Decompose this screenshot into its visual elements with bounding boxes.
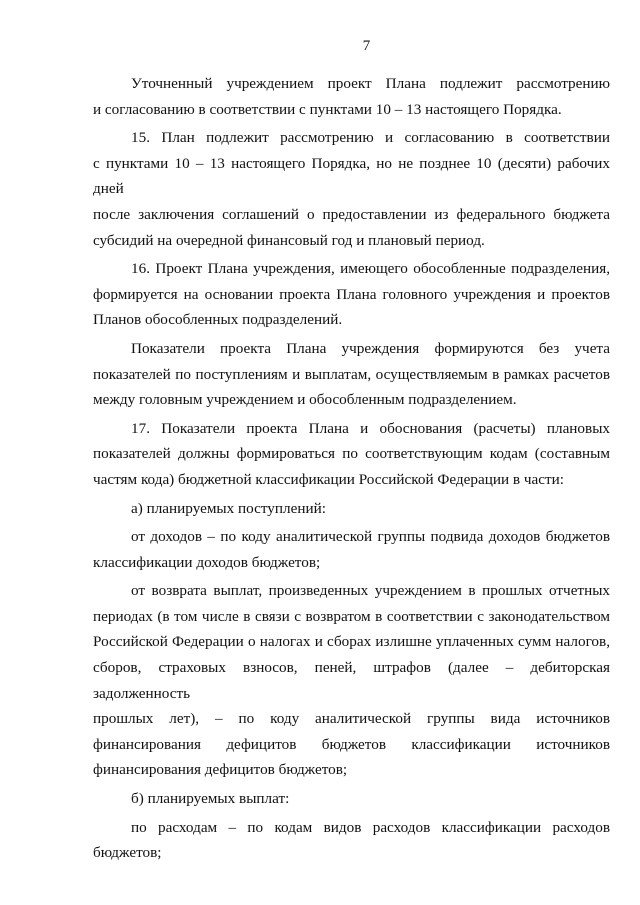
paragraph [93, 416, 610, 493]
paragraph [93, 336, 610, 413]
text-line: прошлых лет), – по коду аналитической группы вида источников [93, 710, 610, 728]
paragraph [93, 524, 610, 575]
text-line: по расходам – по кодам видов расходов классификации расходов [131, 818, 610, 836]
text-line: Планов обособленных подразделений. [93, 311, 343, 329]
text-line: после заключения соглашений о предоставлении из федерального бюджета [93, 205, 610, 223]
text-line: бюджетов; [93, 844, 162, 862]
text-line: между головным учреждением и обособленным подразделением. [93, 391, 517, 409]
page-number: 7 [362, 38, 371, 54]
text-line: классификации доходов бюджетов; [93, 553, 321, 571]
text-line: от доходов – по коду аналитической группы подвида доходов бюджетов [131, 528, 610, 546]
text-line: показателей по поступлениям и выплатам, осуществляемым в рамках расчетов [93, 365, 610, 383]
text-line: сборов, страховых взносов, пеней, штрафов (далее – дебиторская задолженность [93, 659, 610, 702]
text-line: показателей должны формироваться по соответствующим кодам (составным [93, 445, 610, 463]
text-line: финансирования дефицитов бюджетов классификации источников [93, 735, 610, 753]
text-line: 15. План подлежит рассмотрению и согласованию в соответствии [131, 129, 610, 147]
text-line: Показатели проекта Плана учреждения формируются без учета [131, 339, 610, 357]
text-line: 16. Проект Плана учреждения, имеющего обособленные подразделения, [131, 260, 610, 278]
text-line: а) планируемых поступлений: [131, 499, 326, 517]
paragraph [93, 496, 610, 522]
paragraph [93, 71, 610, 122]
text-line: формируется на основании проекта Плана головного учреждения и проектов [93, 285, 610, 303]
paragraph [93, 786, 610, 812]
text-line: б) планируемых выплат: [131, 790, 290, 808]
paragraph [93, 256, 610, 333]
text-line: 17. Показатели проекта Плана и обоснования (расчеты) плановых [131, 419, 610, 437]
text-line: субсидий на очередной финансовый год и плановый период. [93, 231, 485, 249]
paragraph [93, 578, 610, 783]
text-line: Уточненный учреждением проект Плана подлежит рассмотрению [131, 75, 610, 92]
text-line: частям кода) бюджетной классификации Российской Федерации в части: [93, 470, 564, 488]
text-line: и согласованию в соответствии с пунктами 10 – 13 настоящего Порядка. [93, 100, 562, 118]
text-line: с пунктами 10 – 13 настоящего Порядка, но не позднее 10 (десяти) рабочих дней [93, 154, 610, 198]
paragraph [93, 815, 610, 866]
text-line: финансирования дефицитов бюджетов; [93, 761, 348, 779]
text-line: от возврата выплат, произведенных учреждением в прошлых отчетных [131, 582, 610, 600]
text-line: Российской Федерации о налогах и сборах излишне уплаченных сумм налогов, [93, 633, 610, 651]
paragraph [93, 125, 610, 253]
text-line: периодах (в том числе в связи с возвратом в соответствии с законодательством [93, 607, 610, 625]
document-body [93, 71, 610, 866]
